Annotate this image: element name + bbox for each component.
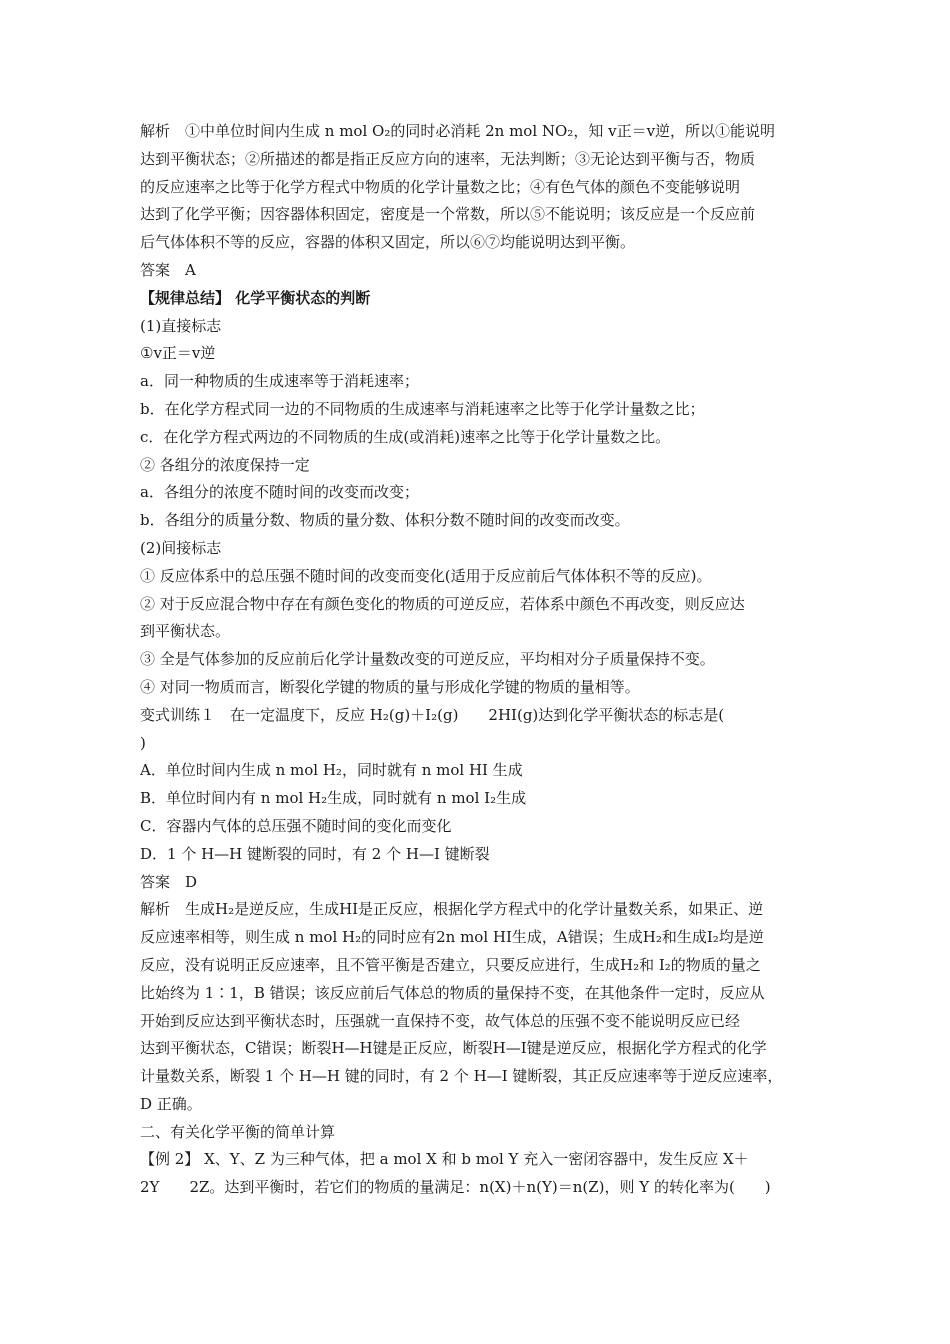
text-line: 到平衡状态。 xyxy=(140,622,231,641)
text-line: 后气体体积不等的反应，容器的体积又固定，所以⑥⑦均能说明达到平衡。 xyxy=(140,233,636,252)
text-line: 比始终为 1∶1，B 错误；该反应前后气体总的物质的量保持不变，在其他条件一定时，反应从 xyxy=(140,983,765,1002)
text-line: 开始到反应达到平衡状态时，压强就一直保持不变，故气体总的压强不变不能说明反应已经 xyxy=(140,1011,741,1030)
text-line: ③ 全是气体参加的反应前后化学计量数改变的可逆反应，平均相对分子质量保持不变。 xyxy=(140,650,715,669)
text-line: (1)直接标志 xyxy=(140,316,222,335)
text-line: 反应，没有说明正反应速率，且不管平衡是否建立，只要反应进行，生成H₂和 I₂的物质的量之 xyxy=(140,955,761,974)
example-line: 2Y 2Z。达到平衡时，若它们的物质的量满足：n(X)＋n(Y)＝n(Z)，则 Y 的转化率为( ) xyxy=(140,1178,771,1197)
text-line: D 正确。 xyxy=(140,1094,202,1113)
text-line: ② 各组分的浓度保持一定 xyxy=(140,455,310,474)
text-line: c．在化学方程式两边的不同物质的生成(或消耗)速率之比等于化学计量数之比。 xyxy=(140,427,671,446)
document-body xyxy=(140,118,820,1202)
text-line: ① 反应体系中的总压强不随时间的改变而变化(适用于反应前后气体体积不等的反应)。 xyxy=(140,566,712,585)
section-heading: 二、有关化学平衡的简单计算 xyxy=(140,1122,336,1141)
answer-line: 答案 A xyxy=(140,260,196,279)
text-line: 解析 ①中单位时间内生成 n mol O₂的同时必消耗 2n mol NO₂，知 v正＝v逆，所以①能说明 xyxy=(140,122,776,140)
answer-line: 答案 D xyxy=(140,872,198,891)
section-heading: 【规律总结】 化学平衡状态的判断 xyxy=(140,288,371,307)
text-line: a．同一种物质的生成速率等于消耗速率； xyxy=(140,372,419,391)
option-a: A．单位时间内生成 n mol H₂，同时就有 n mol HI 生成 xyxy=(140,761,523,780)
text-line: 的反应速率之比等于化学方程式中物质的化学计量数之比；④有色气体的颜色不变能够说明 xyxy=(140,177,741,196)
option-b: B．单位时间内有 n mol H₂生成，同时就有 n mol I₂生成 xyxy=(140,789,527,808)
text-line: 反应速率相等，则生成 n mol H₂的同时应有2n mol HI生成，A错误；生成H₂和生成I₂均是逆 xyxy=(140,928,764,947)
option-d: D．1 个 H—H 键断裂的同时，有 2 个 H—I 键断裂 xyxy=(140,844,490,863)
text-line: 达到平衡状态，C错误；断裂H—H键是正反应，断裂H—I键是逆反应，根据化学方程式的化学 xyxy=(140,1039,767,1058)
text-line: 解析 生成H₂是逆反应，生成HI是正反应，根据化学方程式中的化学计量数关系，如果正、逆 xyxy=(140,900,764,919)
question-line: ) xyxy=(140,733,146,752)
option-c: C．容器内气体的总压强不随时间的变化而变化 xyxy=(140,816,452,835)
text-line: (2)间接标志 xyxy=(140,538,222,557)
text-line: b．各组分的质量分数、物质的量分数、体积分数不随时间的改变而改变。 xyxy=(140,511,630,530)
text-line: 计量数关系，断裂 1 个 H—H 键的同时，有 2 个 H—I 键断裂，其正反应速率等于逆反应速率， xyxy=(140,1067,783,1086)
text-line: ①v正＝v逆 xyxy=(140,344,216,363)
text-line: a．各组分的浓度不随时间的改变而改变； xyxy=(140,483,419,502)
text-line: ④ 对同一物质而言，断裂化学键的物质的量与形成化学键的物质的量相等。 xyxy=(140,677,640,696)
question-line: 变式训练１ 在一定温度下，反应 H₂(g)＋I₂(g) 2HI(g)达到化学平衡状态的标志是( xyxy=(140,705,725,724)
text-line: 达到平衡状态；②所描述的都是指正反应方向的速率，无法判断；③无论达到平衡与否，物质 xyxy=(140,149,756,168)
text-line: 达到了化学平衡；因容器体积固定，密度是一个常数，所以⑤不能说明；该反应是一个反应前 xyxy=(140,205,756,224)
text-line: b．在化学方程式同一边的不同物质的生成速率与消耗速率之比等于化学计量数之比； xyxy=(140,399,705,418)
text-line: ② 对于反应混合物中存在有颜色变化的物质的可逆反应，若体系中颜色不再改变，则反应达 xyxy=(140,594,745,613)
example-line: 【例 2】 X、Y、Z 为三种气体，把 a mol X 和 b mol Y 充入一密闭容器中，发生反应 X＋ xyxy=(140,1150,749,1169)
